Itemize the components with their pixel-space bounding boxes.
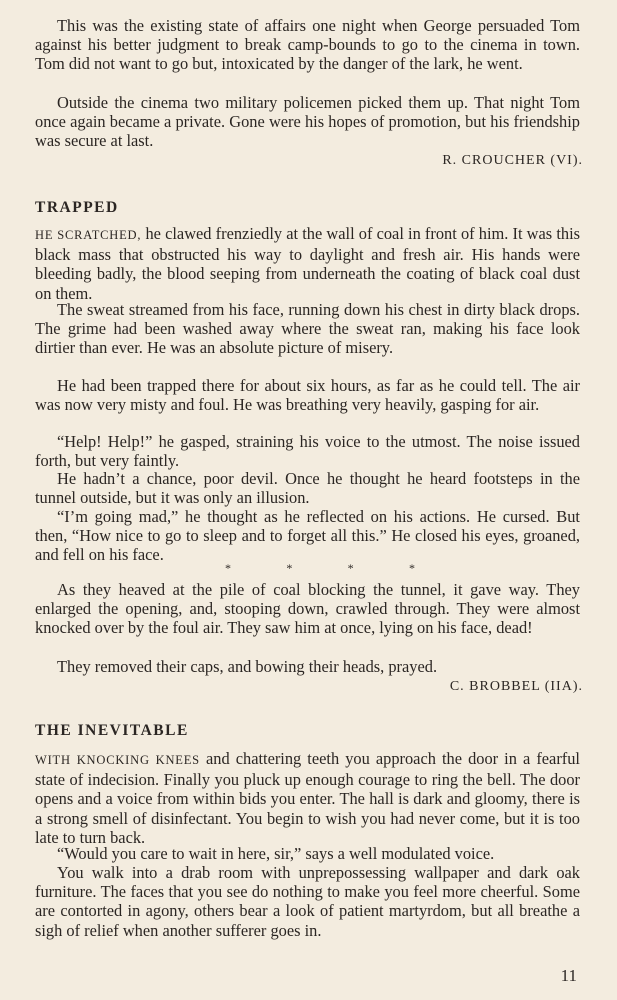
divider-star: * [286,561,293,575]
trapped-signature: C. BROBBEL (IIA). [449,679,583,694]
intro-paragraph-2: Outside the cinema two military policemen picked them up. That night Tom once again became a private. Gone were his hopes of promotion, but his friendship was secure at last. [35,93,580,151]
trapped-paragraph-7: As they heaved at the pile of coal blocking the tunnel, it gave way. They enlarged the opening, and, stooping down, crawled through. They were almost knocked over by the foul air. They saw him at once, lying on his face, dead! [35,580,580,638]
divider-star: * [225,561,231,575]
inevitable-paragraph-1-text: and chattering teeth you approach the door in a fearful state of indecision. Finally you pluck up enough courage to ring the bell. The door opens and a voice from within bids you enter. The hall is dark and gloomy, there is a strong smell of disinfectant. You begin to wish you had never come, but it is too late to turn back. [35,749,580,847]
trapped-paragraph-3: He had been trapped there for about six hours, as far as he could tell. The air was now very misty and foul. He was breathing very heavily, gasping for air. [35,376,580,415]
inevitable-lead-caps: WITH KNOCKING KNEES [35,753,200,767]
trapped-paragraph-4: “Help! Help!” he gasped, straining his voice to the utmost. The noise issued forth, but very faintly. [35,432,580,471]
trapped-paragraph-5: He hadn’t a chance, poor devil. Once he thought he heard footsteps in the tunnel outside, but it was only an illusion. [35,469,580,508]
trapped-paragraph-6: “I’m going mad,” he thought as he reflected on his actions. He cursed. But then, “How nice to go to sleep and to forget all this.” He closed his eyes, groaned, and fell on his face. [35,507,580,565]
inevitable-title: THE INEVITABLE [35,722,189,739]
inevitable-paragraph-2: “Would you care to wait in here, sir,” says a well modulated voice. [57,844,495,863]
section-divider-stars [225,561,415,576]
trapped-lead-caps: HE SCRATCHED, [35,228,142,242]
trapped-paragraph-1-text: he clawed frenziedly at the wall of coal in front of him. It was this black mass that obstructed his way to daylight and fresh air. His hands were bleeding badly, the blood seeping from underneath the coating of black coal dust on them. [35,224,580,303]
trapped-paragraph-8: They removed their caps, and bowing their heads, prayed. [57,657,438,676]
inevitable-paragraph-1 [35,749,580,847]
divider-star: * [408,561,415,575]
divider-star: * [347,561,354,575]
inevitable-paragraph-3: You walk into a drab room with unprepossessing wallpaper and dark oak furniture. The faces that you see do nothing to make you feel more cheerful. Some are contorted in agony, others bear a look of patient martyrdom, but all breathe a sigh of relief when another sufferer goes in. [35,863,580,940]
page-number: 11 [560,966,577,985]
intro-signature: R. CROUCHER (VI). [442,153,583,168]
trapped-paragraph-2: The sweat streamed from his face, running down his chest in dirty black drops. The grime had been washed away where the sweat ran, making his face look dirtier than ever. He was an absolute picture of misery. [35,300,580,358]
intro-paragraph-1: This was the existing state of affairs one night when George persuaded Tom against his better judgment to break camp-bounds to go to the cinema in town. Tom did not want to go but, intoxicated by the danger of the lark, he went. [35,16,580,74]
trapped-title: TRAPPED [35,199,119,216]
trapped-paragraph-1 [35,224,580,303]
